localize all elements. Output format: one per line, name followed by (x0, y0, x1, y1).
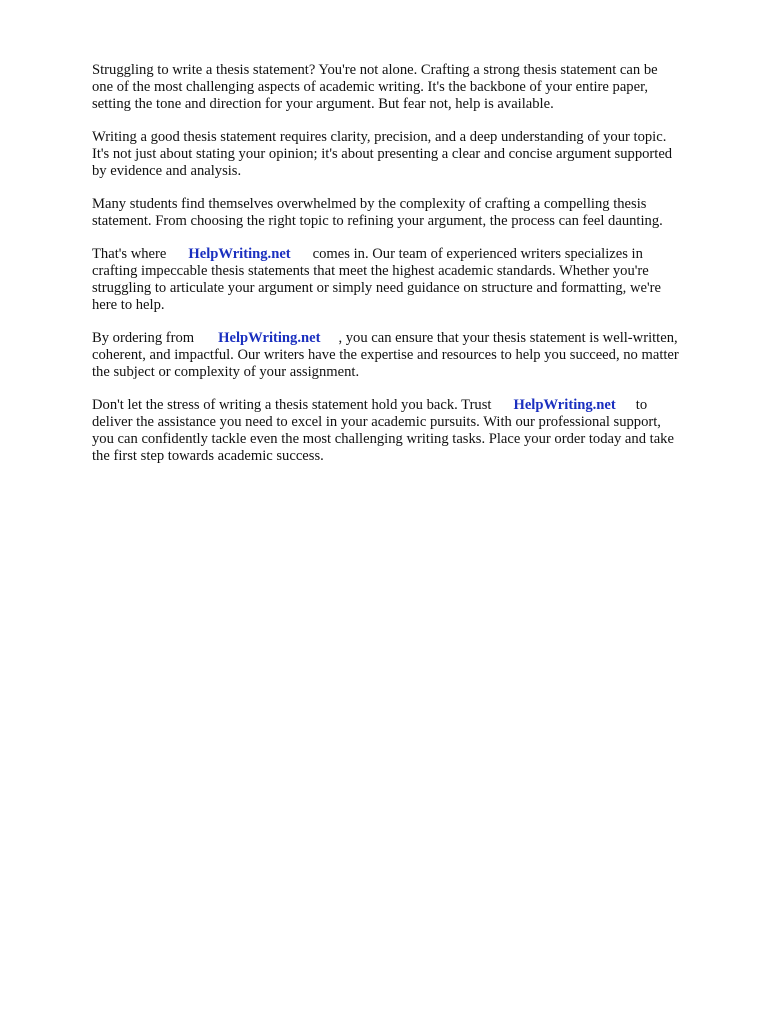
text-line: the first step towards academic success. (92, 448, 324, 464)
text-segment: Don't let the stress of writing a thesis statement hold you back. Trust (92, 397, 492, 413)
text-segment: to (635, 397, 648, 413)
paragraph-intro (92, 62, 722, 113)
text-line: deliver the assistance you need to excel in your academic pursuits. With our professional support, (92, 414, 661, 430)
text-segment: By ordering from (92, 330, 195, 346)
document-body (92, 62, 722, 481)
helpwriting-link[interactable]: HelpWriting.net (188, 246, 291, 262)
text-line: crafting impeccable thesis statements that meet the highest academic standards. Whether you're (92, 263, 649, 279)
text-line: one of the most challenging aspects of academic writing. It's the backbone of your entire paper, (92, 79, 649, 95)
paragraph-requirements (92, 129, 722, 180)
text-line: Struggling to write a thesis statement? You're not alone. Crafting a strong thesis statement can be (92, 62, 658, 78)
text-line: statement. From choosing the right topic to refining your argument, the process can feel daunting. (92, 213, 663, 229)
helpwriting-link[interactable]: HelpWriting.net (513, 397, 616, 413)
paragraph-overwhelmed (92, 196, 722, 230)
helpwriting-link[interactable]: HelpWriting.net (218, 330, 321, 346)
text-line: setting the tone and direction for your argument. But fear not, help is available. (92, 96, 554, 112)
text-line: coherent, and impactful. Our writers have the expertise and resources to help you succeed, no matter (92, 347, 679, 363)
text-line (92, 397, 722, 414)
text-line (92, 246, 722, 263)
text-segment: , you can ensure that your thesis statement is well-written, (338, 330, 678, 346)
text-line: struggling to articulate your argument or simply need guidance on structure and formatting, we're (92, 280, 661, 296)
text-segment: comes in. Our team of experienced writers specializes in (312, 246, 643, 262)
text-line: you can confidently tackle even the most challenging writing tasks. Place your order today and take (92, 431, 674, 447)
paragraph-thats-where (92, 246, 722, 314)
text-line: Many students find themselves overwhelmed by the complexity of crafting a compelling thesis (92, 196, 647, 212)
paragraph-trust (92, 397, 722, 465)
text-line: by evidence and analysis. (92, 163, 242, 179)
text-line: It's not just about stating your opinion; it's about presenting a clear and concise argument supported (92, 146, 673, 162)
text-segment: That's where (92, 246, 167, 262)
text-line: Writing a good thesis statement requires clarity, precision, and a deep understanding of your topic. (92, 129, 667, 145)
text-line: the subject or complexity of your assignment. (92, 364, 360, 380)
paragraph-ordering (92, 330, 722, 381)
text-line (92, 330, 722, 347)
text-line: here to help. (92, 297, 165, 313)
